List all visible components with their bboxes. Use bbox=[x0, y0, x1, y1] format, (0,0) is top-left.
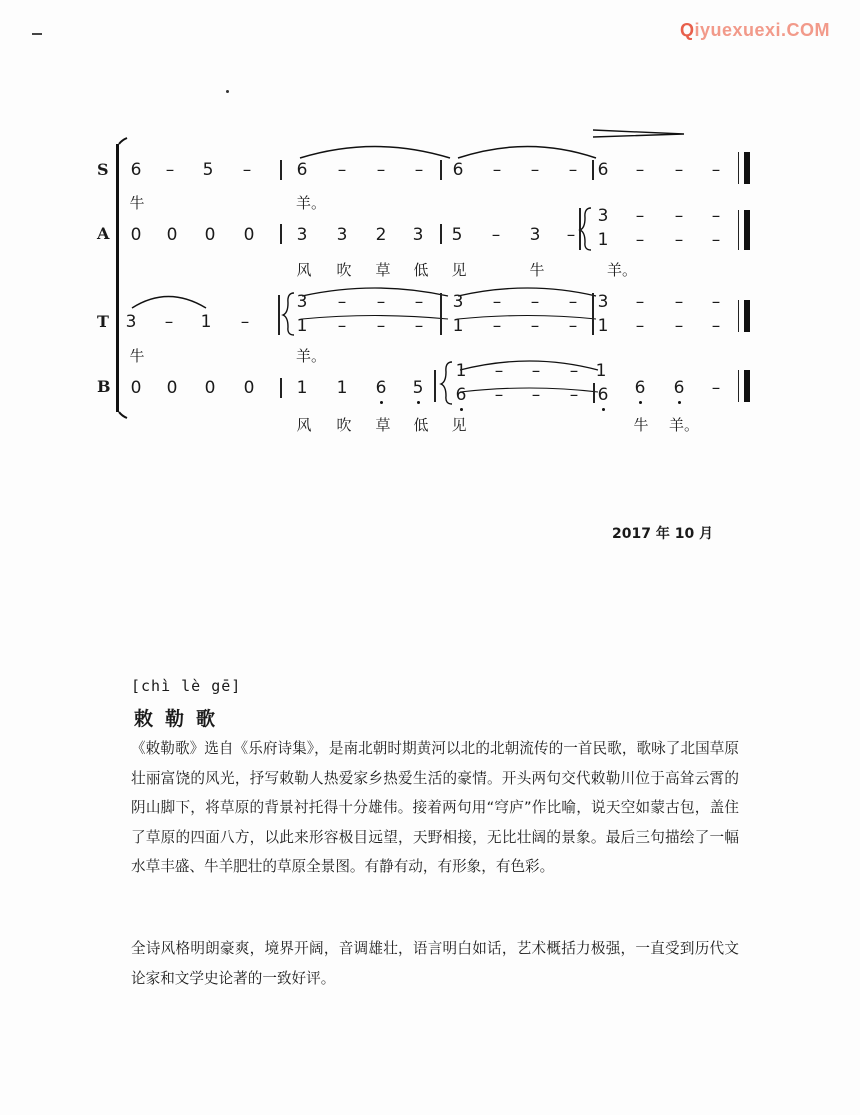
soprano-note: 6 bbox=[296, 160, 308, 180]
final-barline-thick bbox=[744, 152, 750, 184]
soprano-note: 6 bbox=[597, 160, 609, 180]
bass-note: 0 bbox=[204, 378, 216, 398]
bass-divisi-upper-note: 1 bbox=[455, 361, 467, 381]
alto-note: 0 bbox=[243, 225, 255, 245]
alto-note: 3 bbox=[529, 225, 541, 245]
soprano-note: – bbox=[414, 160, 424, 180]
soprano-note: 5 bbox=[202, 160, 214, 180]
alto-divisi-upper-note: – bbox=[635, 206, 645, 226]
tenor-divisi-upper-note: 3 bbox=[597, 292, 609, 312]
tenor-tie-upper-1 bbox=[302, 288, 448, 296]
final-barline-thin bbox=[738, 300, 739, 332]
bass-divisi-lower-note: 6 bbox=[597, 385, 609, 405]
alto-lyric: 牛 bbox=[529, 261, 545, 279]
soprano-note: – bbox=[568, 160, 578, 180]
bass-lyric: 风 bbox=[296, 416, 312, 434]
voice-label-tenor: T bbox=[97, 312, 109, 331]
tenor-divisi-upper-note: 3 bbox=[296, 292, 308, 312]
barline bbox=[278, 295, 280, 335]
tenor-divisi-upper-note: – bbox=[635, 292, 645, 312]
title-pinyin: [chì lè gē] bbox=[131, 677, 242, 695]
soprano-tie-1 bbox=[300, 147, 450, 159]
bass-note: 1 bbox=[296, 378, 308, 398]
tenor-lyric: 羊。 bbox=[295, 347, 327, 365]
final-barline-thick bbox=[744, 370, 750, 402]
score-brace-and-ties bbox=[0, 0, 860, 460]
alto-note: – bbox=[491, 225, 501, 245]
soprano-note: 6 bbox=[452, 160, 464, 180]
bass-note: 5 bbox=[412, 378, 424, 398]
bass-note: 0 bbox=[130, 378, 142, 398]
tenor-divisi-lower-note: – bbox=[414, 316, 424, 336]
intro-paragraph: 《敕勒歌》选自《乐府诗集》，是南北朝时期黄河以北的北朝流传的一首民歌，歌咏了北国草原壮丽富饶的风光，抒写敕勒人热爱家乡热爱生活的豪情。开头两句交代敕勒川位于高耸云霄的阴山脚下，将草原的背景衬托得十分雄伟。接着两句用“穹庐”作比喻，说天空如蒙古包，盖住了草原的四面八方，以此来形容极目远望，天野相接，无比壮阔的景象。最后三句描绘了一幅水草丰盛、牛羊肥壮的草原全景图。有静有动，有形象，有色彩。 bbox=[131, 740, 739, 875]
bass-lyric: 牛 bbox=[633, 416, 649, 434]
soprano-note: – bbox=[337, 160, 347, 180]
bass-divisi-upper-note: – bbox=[569, 361, 579, 381]
tenor-divisi-lower-note: – bbox=[711, 316, 721, 336]
final-barline-thin bbox=[738, 210, 739, 250]
bass-note: 6 bbox=[634, 378, 646, 398]
bass-divisi-upper-note: – bbox=[494, 361, 504, 381]
bass-note: 0 bbox=[243, 378, 255, 398]
tenor-divisi-upper-note: – bbox=[492, 292, 502, 312]
bass-divisi-brace bbox=[441, 362, 452, 404]
bass-lyric: 羊。 bbox=[668, 416, 700, 434]
alto-divisi-lower-note: 1 bbox=[597, 230, 609, 250]
barline bbox=[592, 293, 594, 335]
bass-divisi-lower-note: 6 bbox=[455, 385, 467, 405]
alto-divisi-upper-note: – bbox=[674, 206, 684, 226]
alto-lyric: 草 bbox=[375, 261, 391, 279]
barline bbox=[280, 224, 282, 244]
soprano-note: – bbox=[635, 160, 645, 180]
lower-octave-dot bbox=[678, 401, 681, 404]
tenor-divisi-lower-note: 1 bbox=[296, 316, 308, 336]
alto-lyric: 吹 bbox=[336, 261, 352, 279]
tenor-divisi-lower-note: – bbox=[635, 316, 645, 336]
decrescendo-hairpin bbox=[593, 130, 684, 137]
alto-divisi-brace bbox=[580, 208, 591, 250]
alto-note: – bbox=[566, 225, 576, 245]
alto-divisi-lower-note: – bbox=[635, 230, 645, 250]
alto-note: 0 bbox=[166, 225, 178, 245]
tenor-divisi-lower-note: – bbox=[337, 316, 347, 336]
tenor-divisi-upper-note: – bbox=[530, 292, 540, 312]
voice-label-soprano: S bbox=[97, 160, 109, 179]
tenor-note: – bbox=[240, 312, 250, 332]
tenor-slur bbox=[132, 297, 206, 309]
bass-divisi-lower-note: – bbox=[569, 385, 579, 405]
tenor-tie-lower-1 bbox=[302, 316, 448, 320]
tenor-note: 1 bbox=[200, 312, 212, 332]
tenor-divisi-lower-note: – bbox=[376, 316, 386, 336]
bracket-bottom-curl bbox=[119, 412, 127, 418]
barline bbox=[280, 378, 282, 398]
voice-label-alto: A bbox=[97, 224, 110, 243]
soprano-note: – bbox=[165, 160, 175, 180]
alto-lyric: 风 bbox=[296, 261, 312, 279]
final-barline-thin bbox=[738, 152, 739, 184]
choral-score bbox=[0, 0, 860, 460]
alto-divisi-upper-note: – bbox=[711, 206, 721, 226]
alto-note: 0 bbox=[204, 225, 216, 245]
soprano-note: 6 bbox=[130, 160, 142, 180]
bass-note: 0 bbox=[166, 378, 178, 398]
tenor-divisi-lower-note: – bbox=[568, 316, 578, 336]
tenor-divisi-upper-note: – bbox=[414, 292, 424, 312]
bass-divisi-lower-note: – bbox=[531, 385, 541, 405]
soprano-note: – bbox=[711, 160, 721, 180]
poem-title: 敕勒歌 bbox=[134, 708, 228, 730]
barline bbox=[434, 370, 436, 402]
barline bbox=[440, 224, 442, 244]
alto-note: 3 bbox=[336, 225, 348, 245]
soprano-note: – bbox=[674, 160, 684, 180]
bass-lyric: 吹 bbox=[336, 416, 352, 434]
bass-divisi-lower-note: – bbox=[494, 385, 504, 405]
bass-note: 6 bbox=[375, 378, 387, 398]
tenor-divisi-upper-note: – bbox=[337, 292, 347, 312]
alto-lyric: 见 bbox=[451, 261, 467, 279]
tenor-divisi-upper-note: 3 bbox=[452, 292, 464, 312]
bass-divisi-upper-note: 1 bbox=[595, 361, 607, 381]
final-barline-thick bbox=[744, 210, 750, 250]
barline bbox=[579, 208, 581, 250]
barline bbox=[593, 383, 595, 403]
alto-note: 5 bbox=[451, 225, 463, 245]
alto-divisi-lower-note: – bbox=[674, 230, 684, 250]
soprano-note: – bbox=[530, 160, 540, 180]
soprano-tie-2 bbox=[458, 147, 596, 159]
tenor-divisi-lower-note: 1 bbox=[452, 316, 464, 336]
tenor-divisi-upper-note: – bbox=[674, 292, 684, 312]
lower-octave-dot bbox=[380, 401, 383, 404]
bass-lyric: 见 bbox=[451, 416, 467, 434]
tenor-divisi-upper-note: – bbox=[711, 292, 721, 312]
final-barline-thick bbox=[744, 300, 750, 332]
bass-divisi-upper-note: – bbox=[531, 361, 541, 381]
tenor-divisi-lower-note: 1 bbox=[597, 316, 609, 336]
soprano-lyric: 牛 bbox=[129, 194, 145, 212]
alto-divisi-lower-note: – bbox=[711, 230, 721, 250]
voice-label-bass: B bbox=[97, 377, 111, 396]
soprano-note: – bbox=[376, 160, 386, 180]
composition-date: 2017 年 10 月 bbox=[612, 526, 714, 542]
tenor-note: – bbox=[164, 312, 174, 332]
watermark-logo-letter: Q bbox=[679, 20, 695, 40]
soprano-lyric: 羊。 bbox=[295, 194, 327, 212]
tenor-divisi-lower-note: – bbox=[530, 316, 540, 336]
lower-octave-dot bbox=[602, 408, 605, 411]
tenor-divisi-brace bbox=[283, 293, 294, 335]
alto-note: 0 bbox=[130, 225, 142, 245]
tenor-note: 3 bbox=[125, 312, 137, 332]
barline bbox=[280, 160, 282, 180]
tenor-divisi-lower-note: – bbox=[674, 316, 684, 336]
barline bbox=[440, 293, 442, 335]
bass-note: – bbox=[711, 378, 721, 398]
alto-divisi-upper-note: 3 bbox=[597, 206, 609, 226]
final-barline-thin bbox=[738, 370, 739, 402]
watermark-text: iyuexuexi.COM bbox=[694, 20, 830, 40]
lower-octave-dot bbox=[417, 401, 420, 404]
alto-lyric: 羊。 bbox=[606, 261, 638, 279]
tenor-lyric: 牛 bbox=[129, 347, 145, 365]
alto-note: 3 bbox=[412, 225, 424, 245]
tenor-divisi-lower-note: – bbox=[492, 316, 502, 336]
lower-octave-dot bbox=[460, 408, 463, 411]
alto-note: 2 bbox=[375, 225, 387, 245]
summary-paragraph: 全诗风格明朗豪爽，境界开阔，音调雄壮，语言明白如话，艺术概括力极强，一直受到历代文论家和文学史论著的一致好评。 bbox=[131, 940, 739, 987]
bass-lyric: 草 bbox=[375, 416, 391, 434]
tenor-divisi-upper-note: – bbox=[376, 292, 386, 312]
barline bbox=[592, 160, 594, 180]
soprano-note: – bbox=[492, 160, 502, 180]
bass-lyric: 低 bbox=[413, 416, 429, 434]
bass-note: 1 bbox=[336, 378, 348, 398]
barline bbox=[440, 160, 442, 180]
alto-note: 3 bbox=[296, 225, 308, 245]
soprano-note: – bbox=[242, 160, 252, 180]
lower-octave-dot bbox=[639, 401, 642, 404]
tenor-divisi-upper-note: – bbox=[568, 292, 578, 312]
bracket-top-curl bbox=[119, 138, 127, 144]
bass-note: 6 bbox=[673, 378, 685, 398]
alto-lyric: 低 bbox=[413, 261, 429, 279]
